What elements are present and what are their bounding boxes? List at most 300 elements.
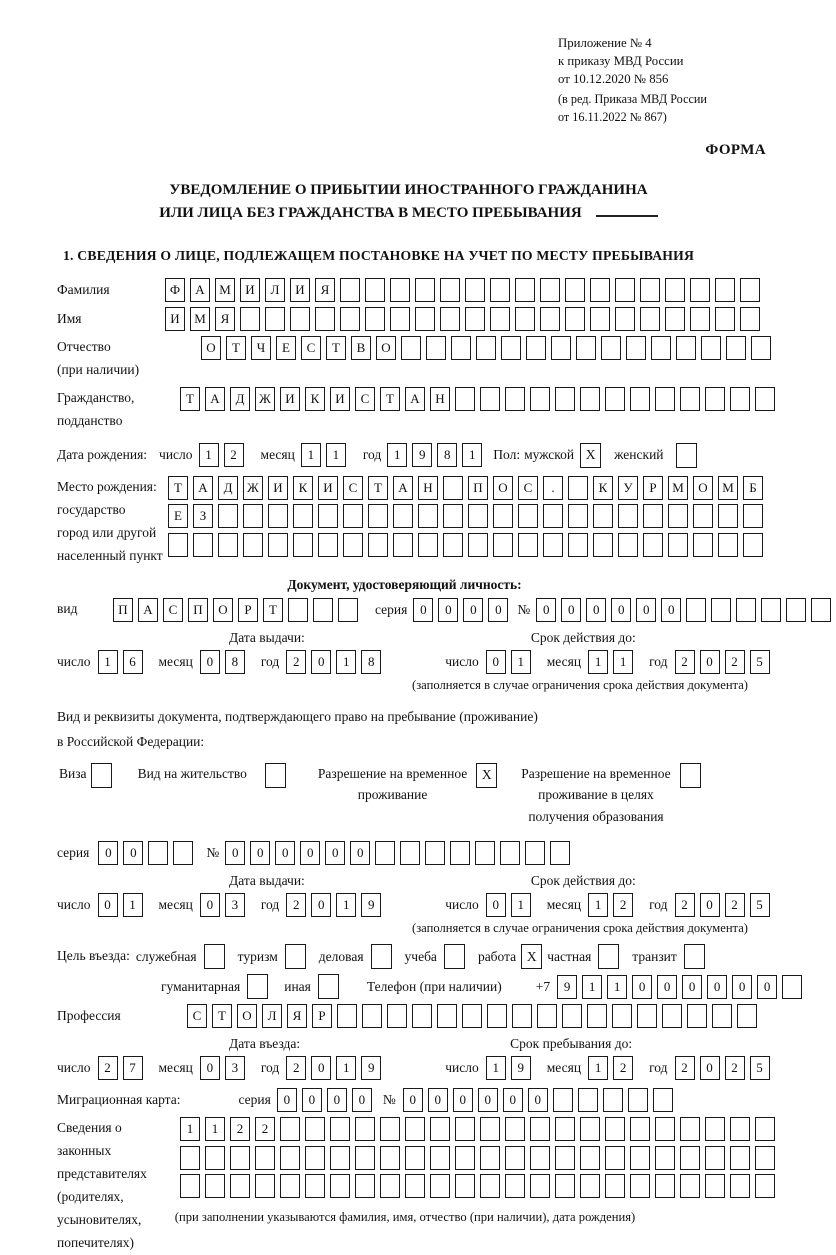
char-cell[interactable] xyxy=(365,307,385,331)
char-cell[interactable] xyxy=(715,278,735,302)
char-cell[interactable]: 0 xyxy=(350,841,370,865)
char-cell[interactable]: 2 xyxy=(224,443,244,467)
char-cell[interactable] xyxy=(443,533,463,557)
char-cell[interactable]: О xyxy=(213,598,233,622)
char-cell[interactable] xyxy=(148,841,168,865)
char-cell[interactable] xyxy=(230,1146,250,1170)
option-temp-residence-checkbox[interactable]: X xyxy=(476,763,497,788)
char-cell[interactable]: М xyxy=(668,476,688,500)
char-cell[interactable] xyxy=(440,278,460,302)
char-cell[interactable]: С xyxy=(163,598,183,622)
char-cell[interactable]: 1 xyxy=(326,443,346,467)
char-cell[interactable]: С xyxy=(355,387,375,411)
char-cell[interactable] xyxy=(618,504,638,528)
char-cell[interactable] xyxy=(205,1174,225,1198)
char-cell[interactable] xyxy=(501,336,521,360)
char-cell[interactable] xyxy=(590,278,610,302)
char-cell[interactable]: Д xyxy=(230,387,250,411)
char-cell[interactable] xyxy=(655,1117,675,1141)
char-cell[interactable] xyxy=(568,533,588,557)
char-cell[interactable]: К xyxy=(593,476,613,500)
char-cell[interactable] xyxy=(240,307,260,331)
char-cell[interactable] xyxy=(518,504,538,528)
char-cell[interactable] xyxy=(680,1117,700,1141)
char-cell[interactable] xyxy=(730,1174,750,1198)
char-cell[interactable]: 6 xyxy=(123,650,143,674)
char-cell[interactable] xyxy=(480,1117,500,1141)
char-cell[interactable]: Р xyxy=(238,598,258,622)
char-cell[interactable] xyxy=(505,1146,525,1170)
char-cell[interactable] xyxy=(280,1174,300,1198)
char-cell[interactable] xyxy=(180,1146,200,1170)
char-cell[interactable] xyxy=(255,1146,275,1170)
char-cell[interactable] xyxy=(576,336,596,360)
char-cell[interactable] xyxy=(512,1004,532,1028)
char-cell[interactable]: 1 xyxy=(301,443,321,467)
char-cell[interactable]: 0 xyxy=(311,1056,331,1080)
char-cell[interactable] xyxy=(565,278,585,302)
char-cell[interactable]: Б xyxy=(743,476,763,500)
char-cell[interactable] xyxy=(393,504,413,528)
char-cell[interactable]: 0 xyxy=(352,1088,372,1112)
char-cell[interactable] xyxy=(505,387,525,411)
char-cell[interactable] xyxy=(640,307,660,331)
char-cell[interactable]: 1 xyxy=(180,1117,200,1141)
char-cell[interactable]: М xyxy=(215,278,235,302)
char-cell[interactable] xyxy=(455,1117,475,1141)
char-cell[interactable] xyxy=(718,504,738,528)
char-cell[interactable] xyxy=(255,1174,275,1198)
char-cell[interactable]: 0 xyxy=(302,1088,322,1112)
char-cell[interactable]: Т xyxy=(180,387,200,411)
char-cell[interactable]: 0 xyxy=(700,1056,720,1080)
char-cell[interactable] xyxy=(487,1004,507,1028)
char-cell[interactable] xyxy=(476,336,496,360)
char-cell[interactable]: 1 xyxy=(588,650,608,674)
char-cell[interactable] xyxy=(405,1117,425,1141)
char-cell[interactable]: 0 xyxy=(225,841,245,865)
char-cell[interactable] xyxy=(755,1146,775,1170)
char-cell[interactable] xyxy=(712,1004,732,1028)
char-cell[interactable] xyxy=(465,278,485,302)
char-cell[interactable] xyxy=(730,387,750,411)
char-cell[interactable]: 0 xyxy=(98,893,118,917)
char-cell[interactable] xyxy=(343,504,363,528)
char-cell[interactable] xyxy=(718,533,738,557)
char-cell[interactable]: О xyxy=(493,476,513,500)
char-cell[interactable] xyxy=(651,336,671,360)
char-cell[interactable] xyxy=(525,841,545,865)
char-cell[interactable] xyxy=(643,533,663,557)
char-cell[interactable] xyxy=(412,1004,432,1028)
char-cell[interactable]: А xyxy=(193,476,213,500)
char-cell[interactable] xyxy=(662,1004,682,1028)
purpose-work-checkbox[interactable]: X xyxy=(521,944,542,969)
purpose-business-checkbox[interactable] xyxy=(371,944,392,969)
char-cell[interactable]: 0 xyxy=(536,598,556,622)
char-cell[interactable]: 0 xyxy=(200,893,220,917)
char-cell[interactable]: 1 xyxy=(486,1056,506,1080)
char-cell[interactable]: 0 xyxy=(611,598,631,622)
char-cell[interactable] xyxy=(405,1146,425,1170)
char-cell[interactable] xyxy=(330,1146,350,1170)
char-cell[interactable]: 2 xyxy=(255,1117,275,1141)
char-cell[interactable]: 1 xyxy=(613,650,633,674)
char-cell[interactable] xyxy=(243,533,263,557)
char-cell[interactable] xyxy=(390,307,410,331)
char-cell[interactable]: 8 xyxy=(361,650,381,674)
char-cell[interactable]: М xyxy=(718,476,738,500)
char-cell[interactable] xyxy=(730,1117,750,1141)
char-cell[interactable]: Т xyxy=(368,476,388,500)
char-cell[interactable] xyxy=(437,1004,457,1028)
char-cell[interactable] xyxy=(537,1004,557,1028)
char-cell[interactable] xyxy=(605,1117,625,1141)
char-cell[interactable]: 0 xyxy=(123,841,143,865)
char-cell[interactable]: 7 xyxy=(123,1056,143,1080)
char-cell[interactable] xyxy=(630,1174,650,1198)
char-cell[interactable] xyxy=(676,336,696,360)
char-cell[interactable] xyxy=(343,533,363,557)
char-cell[interactable] xyxy=(568,504,588,528)
char-cell[interactable]: 2 xyxy=(286,1056,306,1080)
char-cell[interactable]: 1 xyxy=(336,650,356,674)
purpose-tourism-checkbox[interactable] xyxy=(285,944,306,969)
char-cell[interactable]: И xyxy=(268,476,288,500)
char-cell[interactable]: 0 xyxy=(275,841,295,865)
char-cell[interactable]: 2 xyxy=(613,1056,633,1080)
char-cell[interactable] xyxy=(355,1146,375,1170)
char-cell[interactable] xyxy=(626,336,646,360)
char-cell[interactable]: 0 xyxy=(757,975,777,999)
char-cell[interactable] xyxy=(330,1174,350,1198)
char-cell[interactable] xyxy=(726,336,746,360)
char-cell[interactable] xyxy=(543,504,563,528)
char-cell[interactable] xyxy=(313,598,333,622)
char-cell[interactable] xyxy=(430,1146,450,1170)
place-blank-underline[interactable] xyxy=(596,215,658,217)
char-cell[interactable]: 0 xyxy=(413,598,433,622)
purpose-humanitarian-checkbox[interactable] xyxy=(247,974,268,999)
char-cell[interactable]: С xyxy=(518,476,538,500)
char-cell[interactable] xyxy=(643,504,663,528)
char-cell[interactable]: 1 xyxy=(511,650,531,674)
char-cell[interactable] xyxy=(480,1146,500,1170)
char-cell[interactable] xyxy=(465,307,485,331)
char-cell[interactable]: И xyxy=(280,387,300,411)
char-cell[interactable] xyxy=(480,1174,500,1198)
char-cell[interactable] xyxy=(555,387,575,411)
char-cell[interactable] xyxy=(568,476,588,500)
char-cell[interactable]: 9 xyxy=(557,975,577,999)
char-cell[interactable] xyxy=(755,1117,775,1141)
char-cell[interactable] xyxy=(705,1117,725,1141)
char-cell[interactable]: 0 xyxy=(98,841,118,865)
char-cell[interactable] xyxy=(630,1146,650,1170)
char-cell[interactable]: 9 xyxy=(412,443,432,467)
char-cell[interactable] xyxy=(493,533,513,557)
char-cell[interactable] xyxy=(193,533,213,557)
char-cell[interactable]: 0 xyxy=(200,650,220,674)
char-cell[interactable]: 3 xyxy=(225,1056,245,1080)
char-cell[interactable] xyxy=(530,1174,550,1198)
char-cell[interactable]: 0 xyxy=(700,893,720,917)
char-cell[interactable] xyxy=(368,504,388,528)
char-cell[interactable]: 1 xyxy=(387,443,407,467)
char-cell[interactable] xyxy=(811,598,831,622)
char-cell[interactable] xyxy=(655,1146,675,1170)
char-cell[interactable]: 8 xyxy=(225,650,245,674)
char-cell[interactable]: 2 xyxy=(725,1056,745,1080)
char-cell[interactable]: 0 xyxy=(503,1088,523,1112)
char-cell[interactable] xyxy=(475,841,495,865)
char-cell[interactable] xyxy=(578,1088,598,1112)
char-cell[interactable] xyxy=(680,1174,700,1198)
char-cell[interactable]: 1 xyxy=(462,443,482,467)
char-cell[interactable] xyxy=(387,1004,407,1028)
char-cell[interactable]: 2 xyxy=(725,650,745,674)
char-cell[interactable]: 1 xyxy=(98,650,118,674)
char-cell[interactable]: А xyxy=(205,387,225,411)
char-cell[interactable] xyxy=(355,1117,375,1141)
char-cell[interactable] xyxy=(173,841,193,865)
char-cell[interactable] xyxy=(440,307,460,331)
char-cell[interactable]: 9 xyxy=(511,1056,531,1080)
char-cell[interactable]: В xyxy=(351,336,371,360)
char-cell[interactable] xyxy=(338,598,358,622)
char-cell[interactable] xyxy=(415,278,435,302)
char-cell[interactable]: Я xyxy=(215,307,235,331)
char-cell[interactable]: 2 xyxy=(675,893,695,917)
char-cell[interactable] xyxy=(505,1174,525,1198)
option-temp-residence-education-checkbox[interactable] xyxy=(680,763,701,788)
char-cell[interactable] xyxy=(468,533,488,557)
char-cell[interactable] xyxy=(218,533,238,557)
char-cell[interactable] xyxy=(368,533,388,557)
char-cell[interactable]: Е xyxy=(276,336,296,360)
char-cell[interactable] xyxy=(743,533,763,557)
char-cell[interactable]: 1 xyxy=(205,1117,225,1141)
char-cell[interactable] xyxy=(612,1004,632,1028)
char-cell[interactable] xyxy=(540,307,560,331)
gender-male-checkbox[interactable]: X xyxy=(580,443,601,468)
char-cell[interactable]: О xyxy=(376,336,396,360)
char-cell[interactable]: 0 xyxy=(632,975,652,999)
char-cell[interactable] xyxy=(555,1117,575,1141)
char-cell[interactable] xyxy=(305,1146,325,1170)
char-cell[interactable] xyxy=(630,1117,650,1141)
char-cell[interactable] xyxy=(687,1004,707,1028)
char-cell[interactable]: 0 xyxy=(428,1088,448,1112)
char-cell[interactable] xyxy=(455,1174,475,1198)
char-cell[interactable] xyxy=(290,307,310,331)
char-cell[interactable]: У xyxy=(618,476,638,500)
char-cell[interactable]: 0 xyxy=(707,975,727,999)
char-cell[interactable] xyxy=(755,1174,775,1198)
char-cell[interactable]: И xyxy=(240,278,260,302)
char-cell[interactable]: Д xyxy=(218,476,238,500)
char-cell[interactable]: О xyxy=(237,1004,257,1028)
char-cell[interactable]: 0 xyxy=(486,893,506,917)
char-cell[interactable]: 0 xyxy=(463,598,483,622)
char-cell[interactable] xyxy=(362,1004,382,1028)
char-cell[interactable] xyxy=(615,307,635,331)
char-cell[interactable] xyxy=(640,278,660,302)
char-cell[interactable]: И xyxy=(330,387,350,411)
char-cell[interactable] xyxy=(755,387,775,411)
char-cell[interactable]: 0 xyxy=(682,975,702,999)
char-cell[interactable] xyxy=(418,533,438,557)
char-cell[interactable] xyxy=(515,278,535,302)
char-cell[interactable]: Ж xyxy=(255,387,275,411)
char-cell[interactable]: 5 xyxy=(750,893,770,917)
char-cell[interactable] xyxy=(665,278,685,302)
char-cell[interactable]: 1 xyxy=(588,893,608,917)
char-cell[interactable] xyxy=(455,387,475,411)
char-cell[interactable] xyxy=(418,504,438,528)
char-cell[interactable] xyxy=(630,387,650,411)
char-cell[interactable]: 0 xyxy=(586,598,606,622)
char-cell[interactable] xyxy=(715,307,735,331)
char-cell[interactable] xyxy=(365,278,385,302)
char-cell[interactable]: 0 xyxy=(488,598,508,622)
char-cell[interactable]: 2 xyxy=(98,1056,118,1080)
char-cell[interactable]: Т xyxy=(226,336,246,360)
char-cell[interactable] xyxy=(782,975,802,999)
char-cell[interactable] xyxy=(518,533,538,557)
char-cell[interactable]: 0 xyxy=(657,975,677,999)
char-cell[interactable] xyxy=(500,841,520,865)
char-cell[interactable]: С xyxy=(343,476,363,500)
char-cell[interactable]: А xyxy=(190,278,210,302)
char-cell[interactable] xyxy=(288,598,308,622)
char-cell[interactable] xyxy=(380,1174,400,1198)
char-cell[interactable]: Т xyxy=(212,1004,232,1028)
char-cell[interactable] xyxy=(401,336,421,360)
char-cell[interactable] xyxy=(515,307,535,331)
char-cell[interactable] xyxy=(737,1004,757,1028)
char-cell[interactable]: 2 xyxy=(725,893,745,917)
char-cell[interactable] xyxy=(740,278,760,302)
char-cell[interactable] xyxy=(603,1088,623,1112)
char-cell[interactable] xyxy=(265,307,285,331)
char-cell[interactable] xyxy=(468,504,488,528)
char-cell[interactable]: 2 xyxy=(286,893,306,917)
char-cell[interactable] xyxy=(655,1174,675,1198)
char-cell[interactable] xyxy=(601,336,621,360)
char-cell[interactable] xyxy=(668,504,688,528)
char-cell[interactable] xyxy=(701,336,721,360)
char-cell[interactable] xyxy=(493,504,513,528)
char-cell[interactable] xyxy=(526,336,546,360)
char-cell[interactable]: 2 xyxy=(613,893,633,917)
char-cell[interactable] xyxy=(393,533,413,557)
char-cell[interactable] xyxy=(318,504,338,528)
purpose-transit-checkbox[interactable] xyxy=(684,944,705,969)
char-cell[interactable] xyxy=(400,841,420,865)
char-cell[interactable] xyxy=(305,1117,325,1141)
char-cell[interactable]: А xyxy=(405,387,425,411)
char-cell[interactable]: А xyxy=(393,476,413,500)
char-cell[interactable] xyxy=(318,533,338,557)
char-cell[interactable] xyxy=(280,1117,300,1141)
char-cell[interactable] xyxy=(705,1174,725,1198)
char-cell[interactable]: 1 xyxy=(511,893,531,917)
char-cell[interactable]: С xyxy=(187,1004,207,1028)
char-cell[interactable]: Ч xyxy=(251,336,271,360)
char-cell[interactable]: 1 xyxy=(336,893,356,917)
char-cell[interactable]: Т xyxy=(168,476,188,500)
char-cell[interactable] xyxy=(593,533,613,557)
purpose-private-checkbox[interactable] xyxy=(598,944,619,969)
char-cell[interactable] xyxy=(405,1174,425,1198)
char-cell[interactable] xyxy=(415,307,435,331)
char-cell[interactable] xyxy=(315,307,335,331)
char-cell[interactable]: П xyxy=(468,476,488,500)
char-cell[interactable] xyxy=(390,278,410,302)
char-cell[interactable] xyxy=(443,476,463,500)
char-cell[interactable] xyxy=(426,336,446,360)
char-cell[interactable] xyxy=(268,504,288,528)
char-cell[interactable] xyxy=(555,1146,575,1170)
char-cell[interactable]: Л xyxy=(265,278,285,302)
char-cell[interactable]: Т xyxy=(326,336,346,360)
char-cell[interactable]: 5 xyxy=(750,650,770,674)
purpose-official-checkbox[interactable] xyxy=(204,944,225,969)
char-cell[interactable] xyxy=(505,1117,525,1141)
char-cell[interactable]: Ж xyxy=(243,476,263,500)
char-cell[interactable] xyxy=(605,387,625,411)
char-cell[interactable] xyxy=(340,278,360,302)
char-cell[interactable]: 9 xyxy=(361,893,381,917)
char-cell[interactable] xyxy=(550,841,570,865)
purpose-other-checkbox[interactable] xyxy=(318,974,339,999)
char-cell[interactable] xyxy=(730,1146,750,1170)
char-cell[interactable] xyxy=(736,598,756,622)
char-cell[interactable] xyxy=(740,307,760,331)
char-cell[interactable] xyxy=(751,336,771,360)
char-cell[interactable] xyxy=(293,504,313,528)
char-cell[interactable]: К xyxy=(293,476,313,500)
char-cell[interactable]: Т xyxy=(263,598,283,622)
char-cell[interactable]: Р xyxy=(643,476,663,500)
option-residence-permit-checkbox[interactable] xyxy=(265,763,286,788)
char-cell[interactable] xyxy=(180,1174,200,1198)
char-cell[interactable] xyxy=(168,533,188,557)
char-cell[interactable] xyxy=(380,1117,400,1141)
char-cell[interactable] xyxy=(540,278,560,302)
char-cell[interactable] xyxy=(425,841,445,865)
char-cell[interactable]: И xyxy=(318,476,338,500)
char-cell[interactable]: 1 xyxy=(607,975,627,999)
char-cell[interactable]: 0 xyxy=(277,1088,297,1112)
char-cell[interactable]: 2 xyxy=(230,1117,250,1141)
char-cell[interactable]: 1 xyxy=(123,893,143,917)
char-cell[interactable]: О xyxy=(201,336,221,360)
char-cell[interactable] xyxy=(490,307,510,331)
char-cell[interactable] xyxy=(655,387,675,411)
char-cell[interactable]: . xyxy=(543,476,563,500)
char-cell[interactable]: Н xyxy=(430,387,450,411)
char-cell[interactable] xyxy=(551,336,571,360)
char-cell[interactable]: 0 xyxy=(325,841,345,865)
char-cell[interactable] xyxy=(443,504,463,528)
char-cell[interactable]: 0 xyxy=(200,1056,220,1080)
char-cell[interactable] xyxy=(711,598,731,622)
char-cell[interactable] xyxy=(628,1088,648,1112)
option-visa-checkbox[interactable] xyxy=(91,763,112,788)
char-cell[interactable]: П xyxy=(188,598,208,622)
